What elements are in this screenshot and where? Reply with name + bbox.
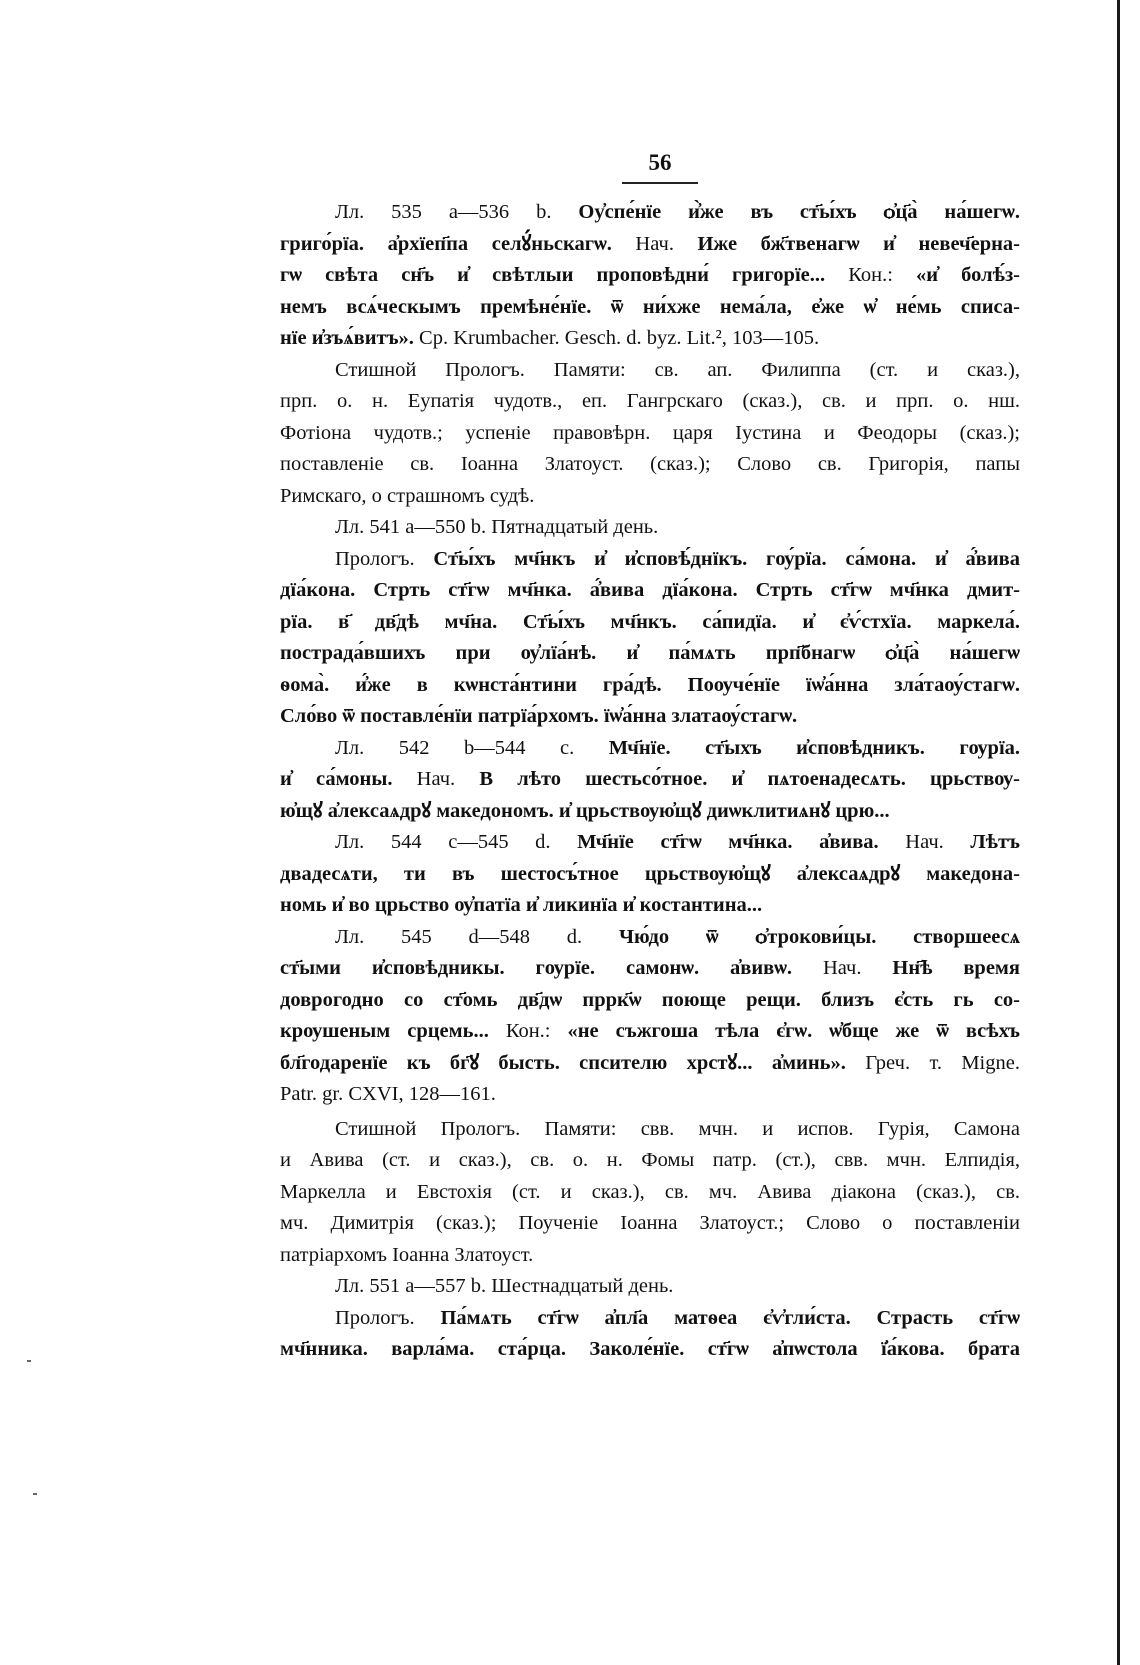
text-line	[280, 827, 1020, 859]
text-line	[280, 292, 1020, 324]
text-line	[280, 323, 1020, 355]
text-line	[280, 1048, 1020, 1080]
church-slavonic-text: В лѣто шестьсо́тное. и҆ пѧтоенадесѧть. црьствѹ-	[479, 768, 1020, 790]
church-slavonic-text: нїе и҆зъѧ́витъ».	[280, 327, 420, 349]
text-segment: Patr. gr. CXVI, 128—161.	[280, 1083, 496, 1105]
church-slavonic-text: двадесѧти, ти въ шестосъ́тное црьствѹю҆щꙋ а҆лексаѧдрꙋ македона-	[280, 862, 1020, 885]
text-line	[280, 859, 1020, 891]
text-line	[280, 1114, 1020, 1146]
text-segment: Ср. Krumbacher. Gesch. d. byz. Lit.², 103—105.	[419, 327, 820, 349]
church-slavonic-text: номь и҆ во црьство ѹ҆патїа и҆ ликинїа и҆ костантина...	[280, 894, 763, 916]
text-segment: Прологъ.	[335, 1306, 441, 1329]
page-body	[280, 197, 1020, 1366]
text-segment: Лл. 542 b—544 с.	[335, 736, 609, 759]
text-line	[280, 953, 1020, 985]
text-line	[280, 890, 1020, 922]
text-line	[280, 449, 1020, 481]
text-segment: Кон.:	[505, 1020, 568, 1042]
page-number-rule	[622, 182, 698, 184]
text-line	[280, 1208, 1020, 1240]
text-segment: патріархомъ Іоанна Златоуст.	[280, 1243, 534, 1266]
church-slavonic-text: ѳома̀. и҆́же в кѡнста́нтини гра́дѣ. Поѹче́нїе їѡ҆а́нна зла́таѹ́стагѡ.	[280, 673, 1020, 696]
text-line	[280, 355, 1020, 387]
text-segment: прп. о. н. Еупатія чудотв., еп. Гангрскаго (сказ.), св. и прп. о. нш.	[280, 390, 1020, 412]
text-line	[280, 418, 1020, 450]
text-segment: Греч. т. Migne.	[865, 1051, 1020, 1074]
text-segment: и Авива (ст. и сказ.), св. о. н. Фомы патр. (ст.), свв. мчн. Елпидія,	[280, 1149, 1020, 1171]
text-segment: мч. Димитрія (сказ.); Поученіе Іоанна Златоуст.; Слово о поставленіи	[280, 1212, 1020, 1234]
text-line	[280, 1303, 1020, 1335]
text-line	[280, 544, 1020, 576]
text-segment: Римскаго, о страшномъ судѣ.	[280, 484, 535, 507]
church-slavonic-text: доврогодно со ст҃омь дв҃дѡ пррк҃ѡ поюще рещи. близъ є҆сть гь со-	[280, 988, 1020, 1011]
text-segment: Нач.	[905, 831, 971, 853]
text-line	[280, 260, 1020, 292]
church-slavonic-text: Иже бж҃твенагѡ и҆ невеч҃ерна-	[697, 232, 1020, 255]
church-slavonic-text: крѹшеным срцемь...	[280, 1020, 506, 1042]
text-segment: Лл. 551 а—557 b. Шестнадцатый день.	[335, 1275, 674, 1297]
text-line	[280, 1079, 1020, 1111]
church-slavonic-text: Мч҃нїе ст҃гѡ мч҃нка. а҆вива.	[577, 831, 906, 853]
church-slavonic-text: «и҆ болѣ́з-	[916, 264, 1021, 286]
text-segment: Нач.	[635, 232, 698, 255]
church-slavonic-text: Ст҃ы́хъ мч҃нкъ и҆ и҆сповѣ́днїкъ. гѹ́рїа. са́мона. и҆ а҆́вива	[433, 547, 1020, 570]
church-slavonic-text: дїа́кона. Стрть ст҃гѡ мч҃нка. а҆́вива дїа́кона. Стрть ст҃гѡ мч҃нка дмит-	[280, 579, 1020, 601]
text-line	[280, 733, 1020, 765]
text-segment: Фотіона чудотв.; успеніе правовѣрн. царя Іустина и Феодоры (сказ.);	[280, 421, 1020, 444]
text-line	[280, 607, 1020, 639]
church-slavonic-text: немъ всѧ́ческымъ премѣне́нїе. ѿ ни́хже нема́ла, е҆же ѡ҆ не́мь списа-	[280, 295, 1020, 318]
text-line	[280, 796, 1020, 828]
church-slavonic-text: Оу҆спе́нїе и҆̀же въ ст҃ы́хъ ѻ҆ц҃а̀ на́шегѡ.	[578, 201, 1020, 223]
text-line	[280, 701, 1020, 733]
text-line	[280, 922, 1020, 954]
text-line	[280, 481, 1020, 513]
text-segment: Лл. 545 d—548 d.	[335, 925, 619, 948]
text-line	[280, 1240, 1020, 1272]
page-number: 56	[648, 150, 672, 175]
text-segment: Прологъ.	[335, 547, 434, 570]
text-segment: Лл. 541 а—550 b. Пятнадцатый день.	[335, 516, 659, 538]
church-slavonic-text: гѡ свѣта сн҃ъ и҆ свѣтлыи проповѣдни́ григорїе...	[280, 264, 849, 286]
text-segment: поставленіе св. Іоанна Златоуст. (сказ.); Слово св. Григорія, папы	[280, 453, 1020, 475]
scan-speck	[33, 1493, 37, 1495]
text-line	[280, 985, 1020, 1017]
church-slavonic-text: рїа. в҃ дв҃дѣ мч҃на. Ст҃ы́хъ мч҃нкъ. са́пидїа. и҆ є҆ѵ́стхїа. маркела́.	[280, 610, 1020, 633]
text-line	[280, 386, 1020, 418]
text-line	[280, 1016, 1020, 1048]
text-segment: Стишной Прологъ. Памяти: свв. мчн. и испов. Гурія, Самона	[335, 1117, 1020, 1140]
text-segment: Кон.:	[848, 264, 917, 286]
church-slavonic-text: и҆ са́моны.	[280, 768, 417, 790]
church-slavonic-text: «не съжгоша тѣла є҆гѡ. ѡ҆бще же ѿ всѣхъ	[567, 1020, 1020, 1042]
text-line	[280, 1177, 1020, 1209]
text-line	[280, 1334, 1020, 1366]
page-edge-line	[1117, 0, 1120, 1665]
scan-speck	[27, 1360, 31, 1362]
church-slavonic-text: Лѣтъ	[970, 831, 1020, 853]
text-segment: Маркелла и Евстохія (ст. и сказ.), св. мч. Авива діакона (сказ.), св.	[280, 1180, 1020, 1203]
text-line	[280, 1145, 1020, 1177]
text-line	[280, 1271, 1020, 1303]
text-segment: Лл. 535 а—536 b.	[335, 201, 579, 223]
text-line	[280, 512, 1020, 544]
text-line	[280, 229, 1020, 261]
church-slavonic-text: ст҃ыми и҆сповѣдникы. гѹрїе. самонѡ. а҆вивѡ.	[280, 957, 823, 979]
church-slavonic-text: Нн҃ѣ время	[892, 957, 1020, 979]
text-line	[280, 197, 1020, 229]
church-slavonic-text: Мч҃нїе. ст҃ыхъ и҆сповѣдникъ. гѹрїа.	[608, 736, 1021, 759]
text-segment: Лл. 544 с—545 d.	[335, 831, 578, 853]
text-line	[280, 670, 1020, 702]
church-slavonic-text: григо́рїа. а҆рхїеп҃па селꙋ́ньскагѡ.	[280, 232, 636, 255]
text-line	[280, 575, 1020, 607]
church-slavonic-text: Сло́во ѿ поставле́нїи патрїа́рхомъ. їѡ҆а́нна златаѹ́стагѡ.	[280, 705, 798, 727]
church-slavonic-text: бл҃годаренїе къ бг҃ꙋ бысть. спсителю хрстꙋ... а҆минь».	[280, 1051, 866, 1074]
church-slavonic-text: Па́мѧть ст҃гѡ а҆пл҃а матѳеа є҆ѵ҆гли́ста. Страсть ст҃гѡ	[440, 1306, 1020, 1329]
text-segment: Нач.	[822, 957, 893, 979]
text-segment: Нач.	[416, 768, 480, 790]
church-slavonic-text: мч҃нника. варла́ма. ста́рца. Заколе́нїе. ст҃гѡ а҆пѡстола ї҆а́кова. брата	[280, 1338, 1020, 1360]
text-segment: Стишной Прологъ. Памяти: св. ап. Филиппа (ст. и сказ.),	[335, 358, 1020, 381]
text-line	[280, 764, 1020, 796]
church-slavonic-text: Чю́до ѿ ѻ҆трокови́цы. створшеесѧ	[618, 925, 1020, 948]
text-line	[280, 638, 1020, 670]
church-slavonic-text: пострада́вшихъ при ѹ҆лїа́нѣ. и҆ па́мѧть прп҃бнагѡ ѻ҆ц҃а̀ на́шегѡ	[280, 642, 1020, 664]
church-slavonic-text: ю҆щꙋ а҆лексаѧдрꙋ македономъ. и҆ црьствѹю҆щꙋ диѡклитиѧнꙋ црю...	[280, 799, 890, 822]
